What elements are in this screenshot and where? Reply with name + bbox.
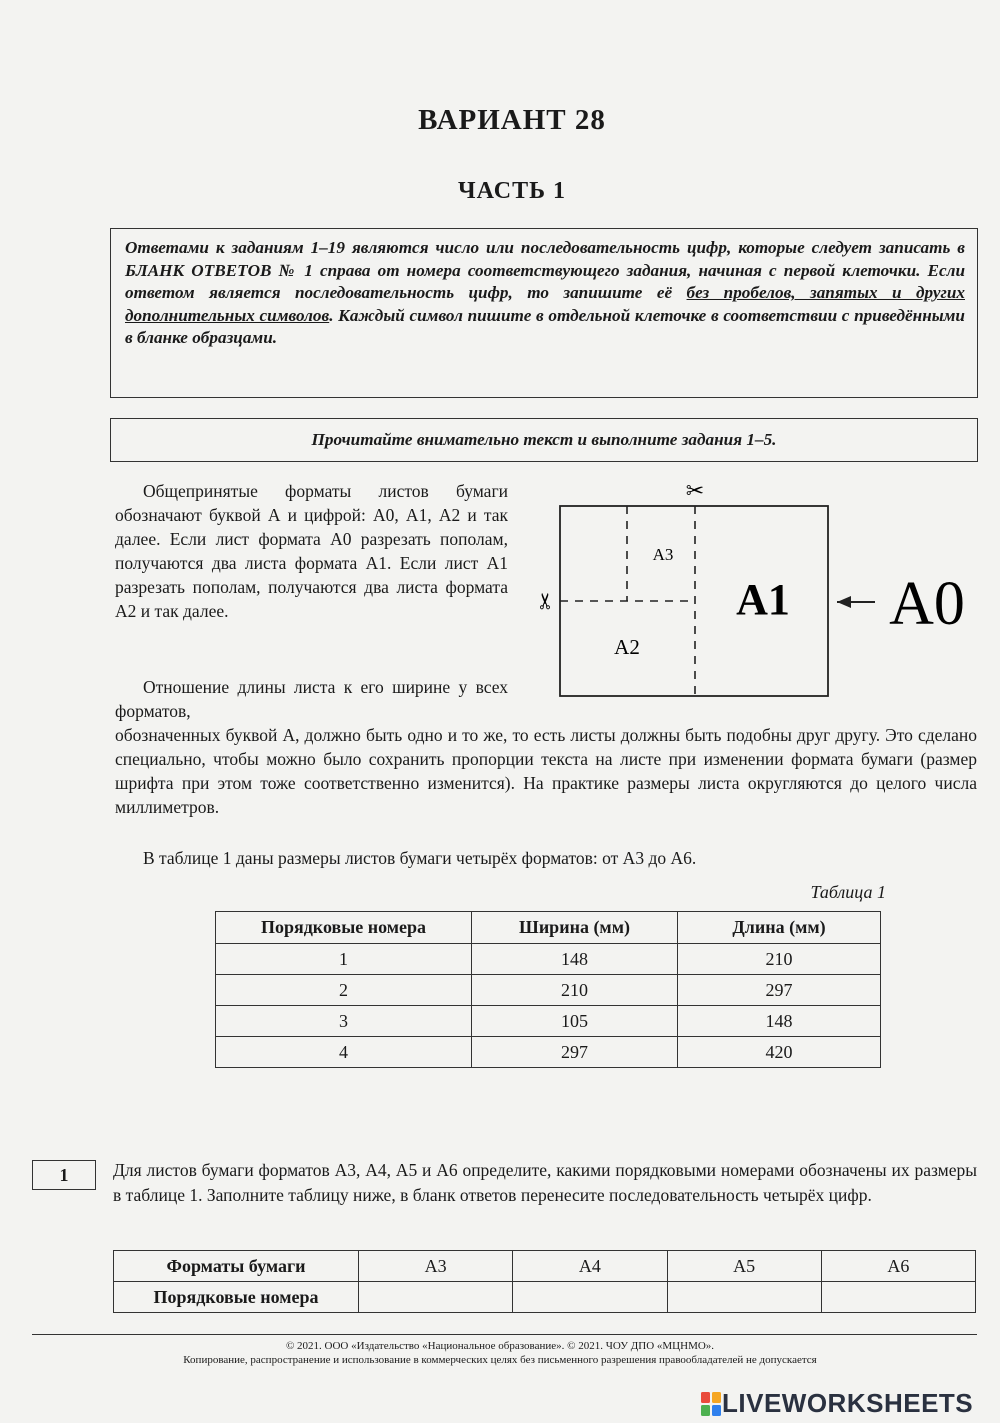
format-cell-a4: А4 (513, 1251, 667, 1282)
instructions-text: Ответами к заданиям 1–19 являются число или последовательность цифр, которые следует записать в БЛАНК ОТВЕТОВ № 1 справа от номера соответствующего задания, начиная с первой клеточки. Если ответом является последовательность цифр, то запишите её (125, 238, 965, 303)
format-cell-a3: А3 (359, 1251, 513, 1282)
read-prompt-box (110, 418, 978, 462)
label-a3: А3 (652, 545, 674, 564)
label-a2: А2 (614, 635, 640, 659)
col-header-number: Порядковые номера (216, 912, 472, 944)
label-a1: А1 (736, 575, 790, 624)
instructions-underlined: без пробелов, запятых и других дополнительных символов (125, 283, 965, 325)
answer-cell-a6[interactable] (821, 1282, 975, 1313)
cell-width: 148 (472, 944, 678, 975)
cell-number: 2 (216, 975, 472, 1006)
question-text: Для листов бумаги форматов А3, А4, А5 и А6 определите, какими порядковыми номерами обозначены их размеры в таблице 1. Заполните таблицу ниже, в бланк ответов перенесите последовательность четырёх цифр. (113, 1160, 977, 1205)
formats-row-label: Форматы бумаги (114, 1251, 359, 1282)
formats-row (114, 1251, 976, 1282)
table1 (215, 911, 881, 1068)
footer-divider (32, 1334, 977, 1335)
cell-width: 105 (472, 1006, 678, 1037)
format-cell-a5: А5 (667, 1251, 821, 1282)
table-row (216, 1037, 881, 1068)
passage-paragraph-2-start: Отношение длины листа к его ширине у всех форматов, (115, 677, 508, 721)
passage-paragraph-2-rest: обозначенных буквой А, должно быть одно и то же, то есть листы должны быть подобны друг другу. Это сделано специально, чтобы можно было сохранить пропорции текста на листе при изменении формата бумаги (размер шрифта при этом тоже соответственно изменится). На практике размеры листа округляются до целого числа миллиметров. (115, 725, 977, 817)
scissors-left-icon: ✂ (534, 591, 559, 611)
liveworksheets-logo-icon (700, 1390, 722, 1418)
answers-row-label: Порядковые номера (114, 1282, 359, 1313)
table-row (216, 1006, 881, 1037)
table-header-row (216, 912, 881, 944)
label-a0: А0 (889, 570, 965, 638)
cell-width: 210 (472, 975, 678, 1006)
cell-number: 3 (216, 1006, 472, 1037)
footer-copyright: © 2021. ООО «Издательство «Национальное образование». © 2021. ЧОУ ДПО «МЦНМО». (285, 1340, 715, 1352)
answer-cell-a5[interactable] (667, 1282, 821, 1313)
question-number-box: 1 (32, 1160, 96, 1190)
format-cell-a6: А6 (821, 1251, 975, 1282)
cell-number: 1 (216, 944, 472, 975)
passage-paragraph-3: В таблице 1 даны размеры листов бумаги четырёх форматов: от А3 до А6. (143, 848, 697, 868)
answer-cell-a3[interactable] (359, 1282, 513, 1313)
paper-format-diagram (525, 476, 985, 702)
instructions-box (110, 228, 978, 398)
liveworksheets-logo-text[interactable]: LIVEWORKSHEETS (722, 1388, 974, 1418)
cell-length: 297 (678, 975, 881, 1006)
cell-length: 420 (678, 1037, 881, 1068)
scissors-top-icon: ✂ (685, 479, 705, 504)
arrow-head-icon (837, 596, 851, 608)
col-header-length: Длина (мм) (678, 912, 881, 944)
variant-title: ВАРИАНТ 28 (418, 104, 606, 136)
cell-length: 210 (678, 944, 881, 975)
table1-caption: Таблица 1 (810, 882, 886, 902)
cell-length: 148 (678, 1006, 881, 1037)
answer-cell-a4[interactable] (513, 1282, 667, 1313)
answer-table (113, 1250, 976, 1313)
col-header-width: Ширина (мм) (472, 912, 678, 944)
cell-width: 297 (472, 1037, 678, 1068)
instructions-text-end: . Каждый символ пишите в отдельной клеточке в соответствии с приведёнными в бланке образцами. (125, 305, 965, 348)
passage-paragraph-1: Общепринятые форматы листов бумаги обозначают буквой А и цифрой: А0, А1, А2 и так далее. Если лист формата А0 разрезать пополам, получаются два листа формата А1. Если лист А1 разрезать пополам, получаются два листа формата А2 и так далее. (115, 481, 508, 621)
answers-row (114, 1282, 976, 1313)
read-prompt: Прочитайте внимательно текст и выполните задания 1–5. (311, 430, 777, 449)
table-row (216, 975, 881, 1006)
cell-number: 4 (216, 1037, 472, 1068)
footer-notice: Копирование, распространение и использование в коммерческих целях без письменного разрешения правообладателей не допускается (183, 1354, 817, 1366)
part-title: ЧАСТЬ 1 (458, 178, 566, 204)
table-row (216, 944, 881, 975)
